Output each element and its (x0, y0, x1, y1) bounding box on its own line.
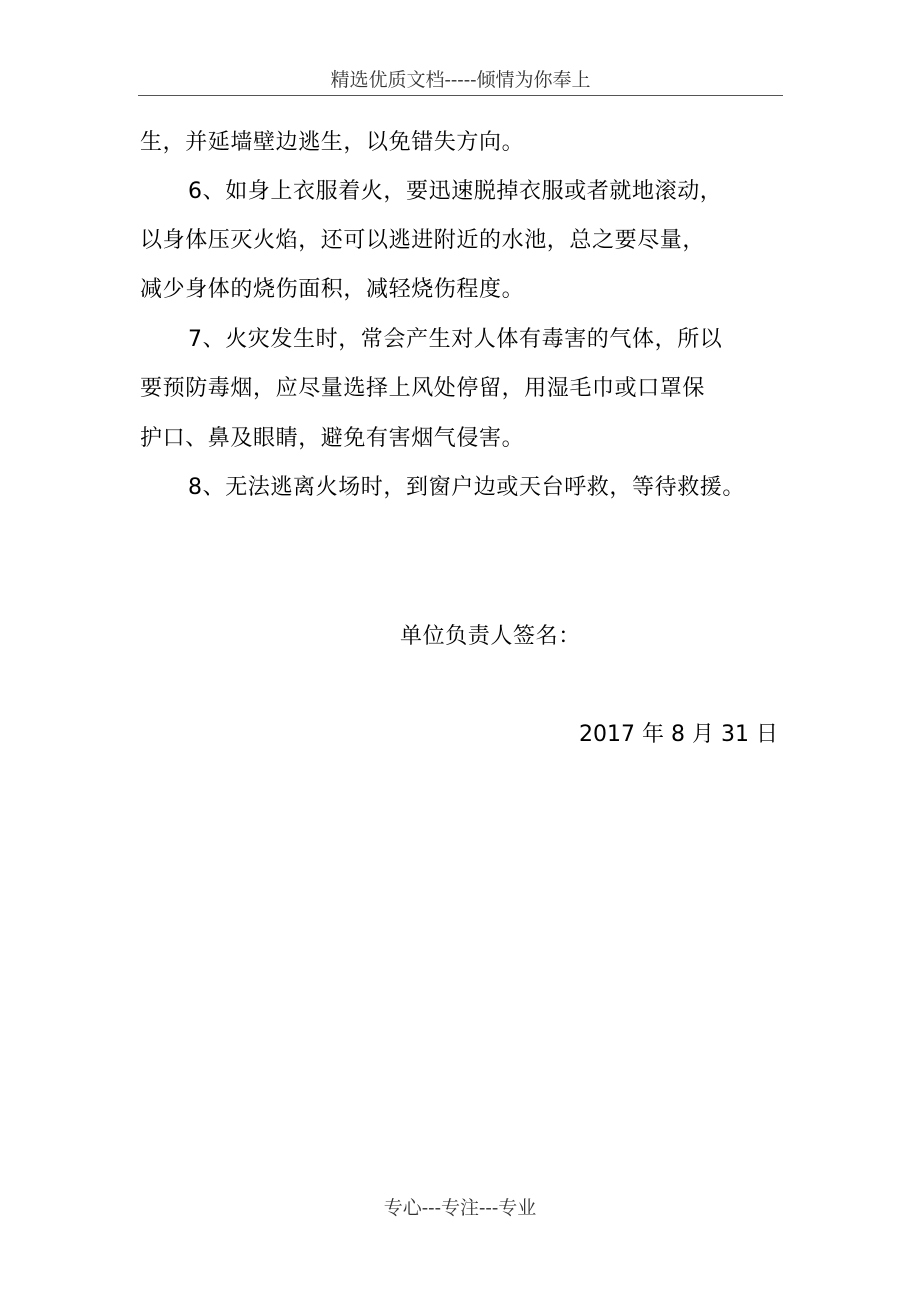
body-line-3: 以身体压灭火焰，还可以逃进附近的水池，总之要尽量， (140, 228, 706, 253)
document-date: 2017 年 8 月 31 日 (579, 722, 778, 747)
body-line-1: 生，并延墙壁边逃生，以免错失方向。 (140, 130, 525, 155)
page-footer: 专心---专注---专业 (383, 1197, 537, 1219)
body-line-6: 要预防毒烟，应尽量选择上风处停留，用湿毛巾或口罩保 (140, 376, 706, 401)
page-header: 精选优质文档-----倾情为你奉上 (330, 69, 591, 91)
header-divider (138, 95, 783, 96)
body-line-4: 减少身体的烧伤面积，减轻烧伤程度。 (140, 277, 525, 302)
body-line-5: 7、火灾发生时，常会产生对人体有毒害的气体，所以 (188, 327, 723, 352)
body-line-8: 8、无法逃离火场时，到窗户边或天台呼救，等待救援。 (188, 475, 745, 500)
body-line-2: 6、如身上衣服着火，要迅速脱掉衣服或者就地滚动， (188, 179, 723, 204)
signature-label: 单位负责人签名： (400, 624, 581, 649)
body-line-7: 护口、鼻及眼睛，避免有害烟气侵害。 (140, 426, 525, 451)
